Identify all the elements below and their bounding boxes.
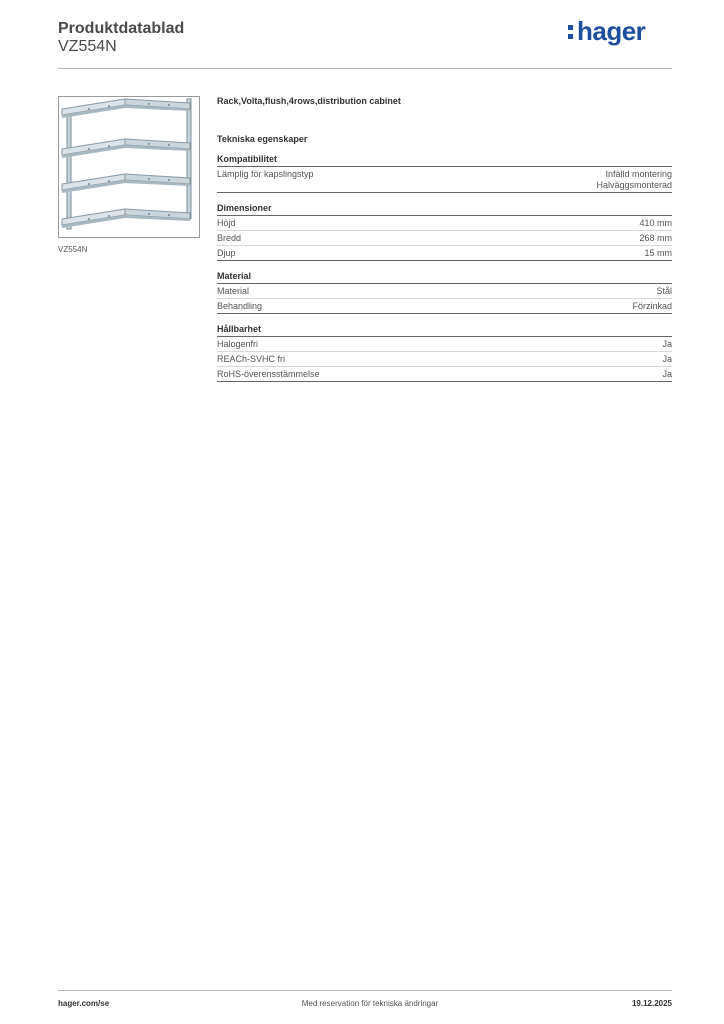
spec-row	[217, 337, 672, 352]
spec-label: Höjd	[217, 218, 236, 228]
spec-value	[662, 339, 672, 350]
hager-logo	[568, 16, 645, 47]
spec-row	[217, 167, 672, 193]
spec-value	[639, 218, 672, 229]
spec-group-title: Kompatibilitet	[217, 154, 672, 167]
page-title: Produktdatablad	[58, 20, 185, 37]
rack-illustration-icon	[59, 97, 199, 237]
spec-group-title: Hållbarhet	[217, 324, 672, 337]
product-image	[58, 96, 200, 238]
spec-value-line: 268 mm	[639, 233, 672, 243]
footer-divider	[58, 990, 672, 991]
spec-row	[217, 367, 672, 382]
spec-value	[644, 248, 672, 259]
spec-row	[217, 216, 672, 231]
spec-value-line: Stål	[656, 286, 672, 296]
section-title: Tekniska egenskaper	[217, 134, 308, 144]
spec-value-line: Förzinkad	[632, 301, 672, 311]
spec-label: Djup	[217, 248, 236, 258]
spec-value-line: 15 mm	[644, 248, 672, 258]
product-code: VZ554N	[58, 38, 117, 55]
spec-row	[217, 284, 672, 299]
spec-label: Lämplig för kapslingstyp	[217, 169, 314, 179]
spec-label: Material	[217, 286, 250, 296]
spec-group-title: Dimensioner	[217, 203, 672, 216]
spec-group-title: Material	[217, 271, 672, 284]
spec-value	[632, 301, 672, 312]
spec-group	[217, 271, 672, 314]
spec-group	[217, 203, 672, 261]
spec-label: REACh-SVHC fri	[217, 354, 286, 364]
spec-content	[217, 96, 672, 392]
spec-value	[596, 169, 672, 191]
spec-value	[639, 233, 672, 244]
spec-value-line: Infälld montering	[605, 169, 672, 179]
spec-value-line: Ja	[662, 369, 672, 379]
spec-label: RoHS-överensstämmelse	[217, 369, 320, 379]
product-name: Rack,Volta,flush,4rows,distribution cabinet	[217, 96, 401, 106]
spec-groups	[217, 154, 672, 382]
spec-row	[217, 352, 672, 367]
spec-value	[662, 354, 672, 365]
spec-label: Bredd	[217, 233, 242, 243]
spec-label: Behandling	[217, 301, 263, 311]
spec-value-line: 410 mm	[639, 218, 672, 228]
spec-row	[217, 246, 672, 261]
logo-dots-icon	[568, 23, 574, 41]
image-caption: VZ554N	[58, 245, 88, 254]
spec-value-line: Halväggsmonterad	[596, 180, 672, 190]
spec-value-line: Ja	[662, 354, 672, 364]
footer-disclaimer: Med reservation för tekniska ändringar	[301, 999, 439, 1008]
spec-row	[217, 299, 672, 314]
footer-website: hager.com/se	[58, 999, 110, 1008]
spec-group	[217, 324, 672, 382]
spec-row	[217, 231, 672, 246]
spec-value	[656, 286, 672, 297]
logo-text: hager	[577, 16, 646, 46]
spec-value-line: Ja	[662, 339, 672, 349]
footer-date: 19.12.2025	[631, 999, 672, 1008]
spec-label: Halogenfri	[217, 339, 259, 349]
spec-value	[662, 369, 672, 380]
header-divider	[58, 68, 672, 69]
spec-group	[217, 154, 672, 193]
